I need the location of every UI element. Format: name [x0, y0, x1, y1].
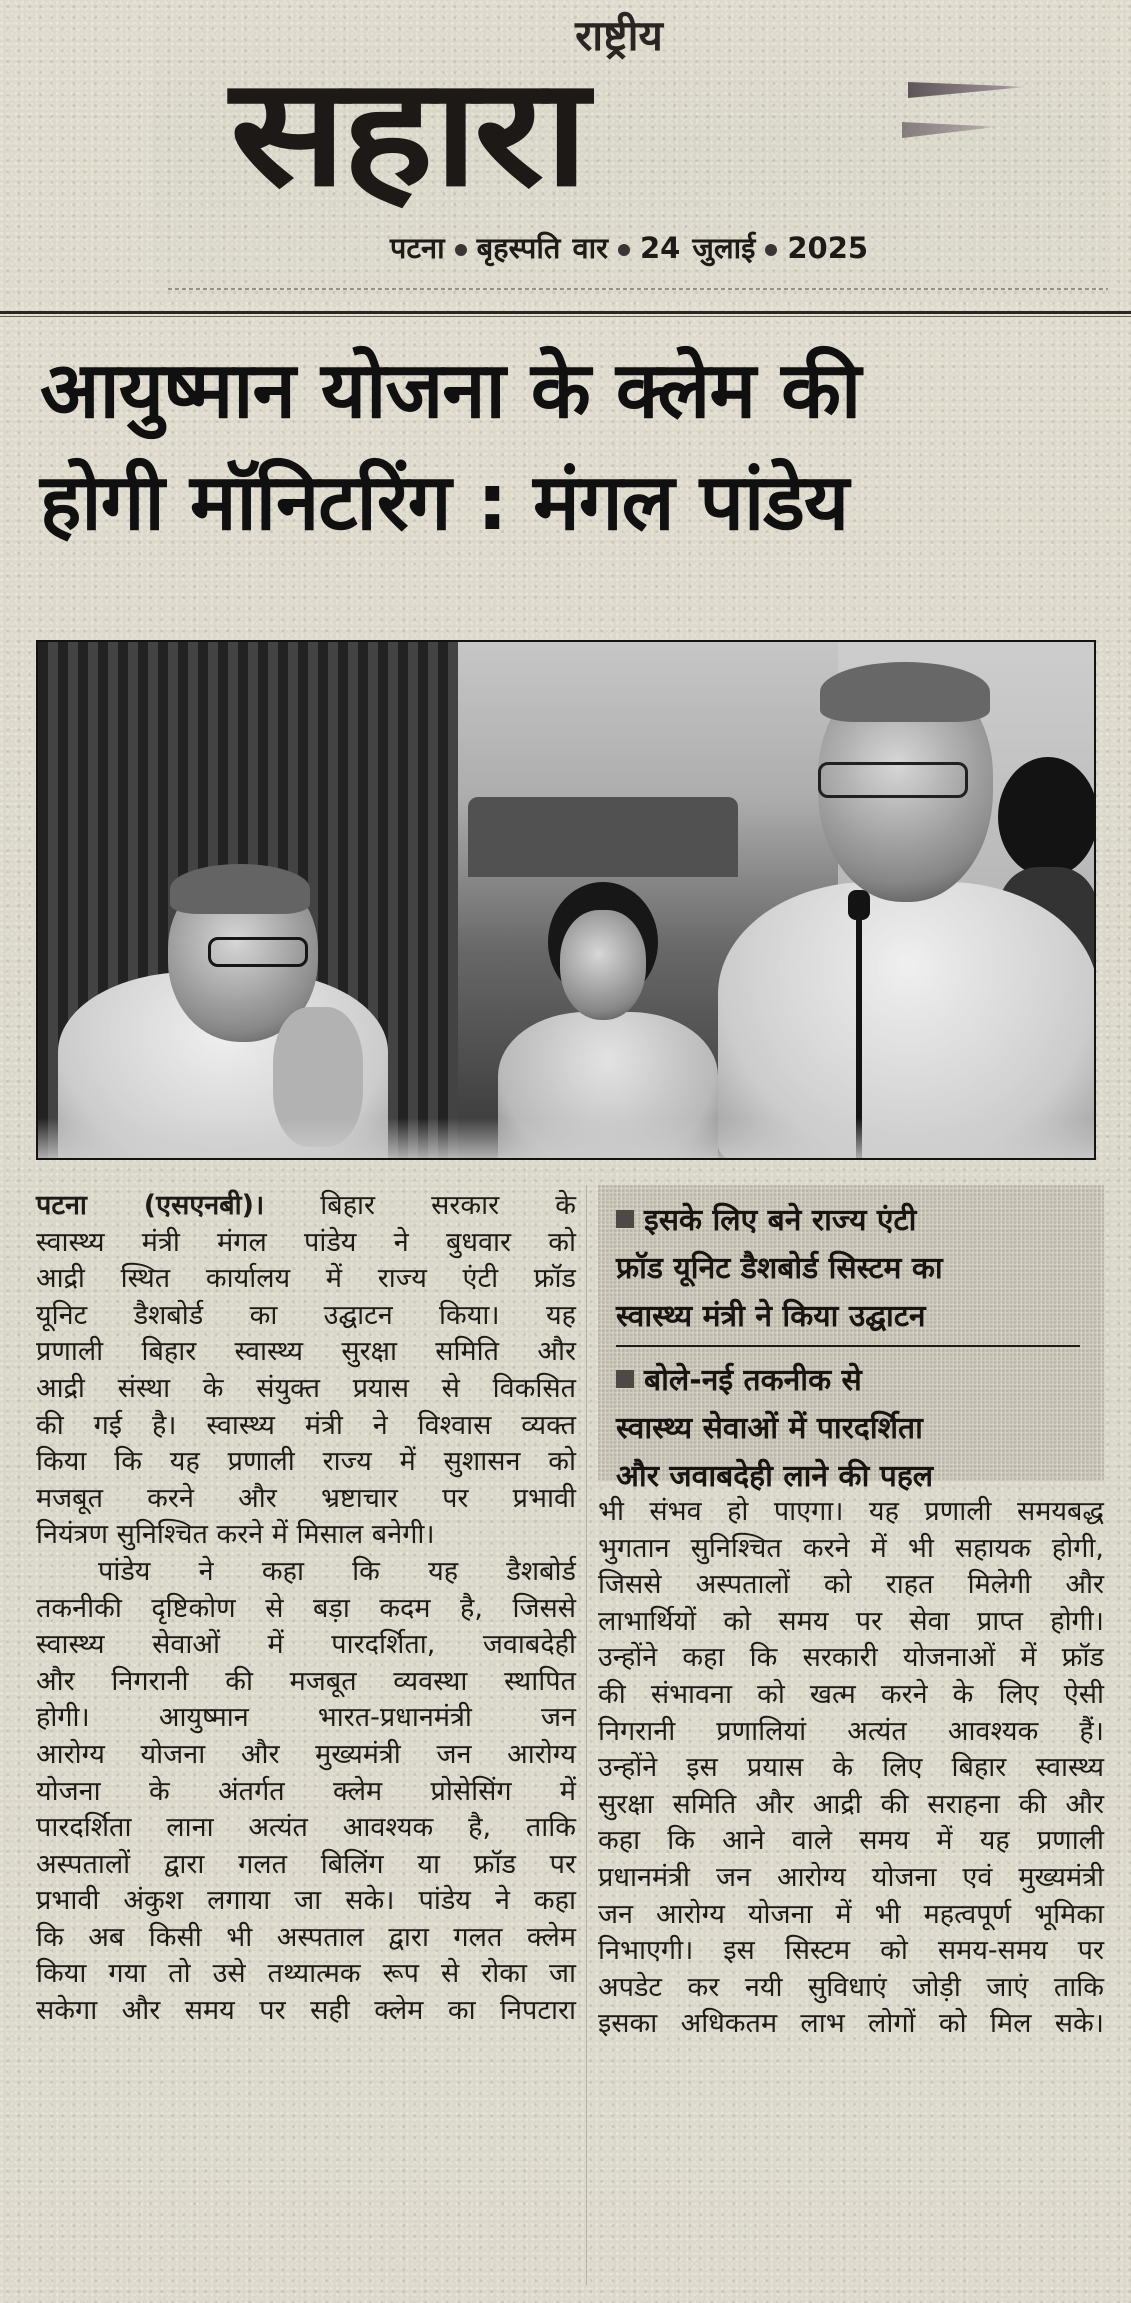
body-line: होगी। आयुष्मान भारत-प्रधानमंत्री जन: [36, 1702, 576, 1734]
body-line: आद्री स्थित कार्यालय में राज्य एंटी फ्रॉड: [36, 1263, 576, 1295]
body-line: तकनीकी दृष्टिकोण से बड़ा कदम है, जिससे: [36, 1592, 576, 1624]
body-line: पटना (एसएनबी)। बिहार सरकार के: [36, 1190, 576, 1221]
highlight-item: बोले-नई तकनीक से स्वास्थ्य सेवाओं में पारदर्शिता और जवाबदेही लाने की पहल: [616, 1363, 934, 1494]
body-line: की गई है। स्वास्थ्य मंत्री ने विश्वास व्यक्त: [36, 1409, 576, 1441]
dateline-year: 2025: [787, 231, 869, 265]
body-line: उन्होंने कहा कि सरकारी योजनाओं में फ्रॉड: [598, 1642, 1104, 1674]
body-line: भुगतान सुनिश्चित करने में भी सहायक होगी,: [598, 1532, 1104, 1564]
glasses-icon: [818, 762, 968, 798]
body-line: लाभार्थियों को समय पर सेवा प्राप्त होगी।: [598, 1605, 1104, 1637]
body-line: सकेगा और समय पर सही क्लेम का निपटारा: [36, 1995, 576, 2027]
dateline-day: बृहस्पति वार: [476, 231, 608, 265]
headline-line-1: आयुष्मान योजना के क्लेम की: [40, 346, 861, 436]
body-line: और निगरानी की मजबूत व्यवस्था स्थापित: [36, 1665, 576, 1697]
body-line: किया कि यह प्रणाली राज्य में सुशासन को: [36, 1446, 576, 1478]
highlight-separator: [616, 1345, 1080, 1347]
photo-person-minister: [698, 662, 1096, 1160]
body-line: पारदर्शिता लाना अत्यंत आवश्यक है, ताकि: [36, 1812, 576, 1844]
article-headline: [40, 335, 1110, 559]
body-line: प्रणाली बिहार स्वास्थ्य सुरक्षा समिति और: [36, 1336, 576, 1368]
masthead-swoosh-icon: [902, 122, 998, 138]
body-line: मजबूत करने और भ्रष्टाचार पर प्रभावी: [36, 1482, 576, 1514]
body-line: उन्होंने इस प्रयास के लिए बिहार स्वास्थ्य: [598, 1752, 1104, 1784]
body-line: जन आरोग्य योजना में भी महत्वपूर्ण भूमिका: [598, 1898, 1104, 1930]
top-rule-divider: [0, 311, 1131, 314]
body-line: की संभावना को खत्म करने के लिए ऐसी: [598, 1678, 1104, 1710]
column-divider: [586, 1185, 587, 2285]
body-line: अपडेट कर नयी सुविधाएं जोड़ी जाएं ताकि: [598, 1971, 1104, 2003]
body-line: अस्पतालों द्वारा गलत बिलिंग या फ्रॉड पर: [36, 1848, 576, 1880]
masthead-tagline: राष्ट्रीय: [575, 11, 663, 60]
body-line: यूनिट डैशबोर्ड का उद्घाटन किया। यह: [36, 1299, 576, 1331]
body-line: निभाएगी। इस सिस्टम को समय-समय पर: [598, 1935, 1104, 1967]
article-body-left-column: [36, 1188, 576, 2030]
body-line: निगरानी प्रणालियां अत्यंत आवश्यक हैं।: [598, 1715, 1104, 1747]
body-line: आद्री संस्था के संयुक्त प्रयास से विकसित: [36, 1372, 576, 1404]
newspaper-name: सहारा: [230, 46, 585, 220]
body-line: स्वास्थ्य मंत्री मंगल पांडेय ने बुधवार को: [36, 1226, 576, 1258]
body-line: स्वास्थ्य सेवाओं में पारदर्शिता, जवाबदेही: [36, 1629, 576, 1661]
glasses-icon: [208, 937, 308, 967]
masthead-dateline: [150, 228, 1108, 267]
body-line: भी संभव हो पाएगा। यह प्रणाली समयबद्ध: [598, 1496, 1104, 1527]
article-body-right-column: [598, 1494, 1104, 2043]
body-line: योजना के अंतर्गत क्लेम प्रोसेसिंग में: [36, 1775, 576, 1807]
masthead-swoosh-icon: [908, 82, 1028, 98]
body-line: प्रधानमंत्री जन आरोग्य योजना एवं मुख्यमंत्री: [598, 1861, 1104, 1893]
dateline-city: पटना: [389, 231, 445, 265]
photo-person-left: [58, 802, 478, 1160]
bullet-dot-icon: [618, 244, 630, 256]
masthead-clipping: [150, 0, 1108, 298]
headline-line-2: होगी मॉनिटरिंग : मंगल पांडेय: [40, 458, 849, 548]
bullet-dot-icon: [455, 244, 467, 256]
article-clipping: [0, 305, 1131, 2303]
body-line: कहा कि आने वाले समय में यह प्रणाली: [598, 1825, 1104, 1857]
highlight-item: इसके लिए बने राज्य एंटी फ्रॉड यूनिट डैशबोर्ड सिस्टम का स्वास्थ्य मंत्री ने किया उद्घाटन: [616, 1203, 943, 1334]
square-bullet-icon: [616, 1210, 634, 1228]
body-line: जिससे अस्पतालों को राहत मिलेगी और: [598, 1569, 1104, 1601]
body-line: किया गया तो उसे तथ्यात्मक रूप से रोका जा: [36, 1958, 576, 1990]
body-line-paragraph-start: पांडेय ने कहा कि यह डैशबोर्ड: [98, 1555, 576, 1587]
body-line: सुरक्षा समिति और आद्री की सराहना की और: [598, 1788, 1104, 1820]
dateline-date: 24 जुलाई: [639, 231, 756, 265]
body-line: नियंत्रण सुनिश्चित करने में मिसाल बनेगी।: [36, 1519, 435, 1551]
body-line: इसका अधिकतम लाभ लोगों को मिल सके।: [598, 2008, 1104, 2040]
highlights-box: [598, 1185, 1104, 1494]
body-line: कि अब किसी भी अस्पताल द्वारा गलत क्लेम: [36, 1921, 576, 1953]
article-photo: [36, 640, 1096, 1160]
bullet-dot-icon: [765, 244, 777, 256]
square-bullet-icon: [616, 1370, 634, 1388]
body-line: प्रभावी अंकुश लगाया जा सके। पांडेय ने कहा: [36, 1885, 576, 1917]
body-line: आरोग्य योजना और मुख्यमंत्री जन आरोग्य: [36, 1738, 576, 1770]
article-byline: पटना (एसएनबी)।: [36, 1190, 265, 1221]
